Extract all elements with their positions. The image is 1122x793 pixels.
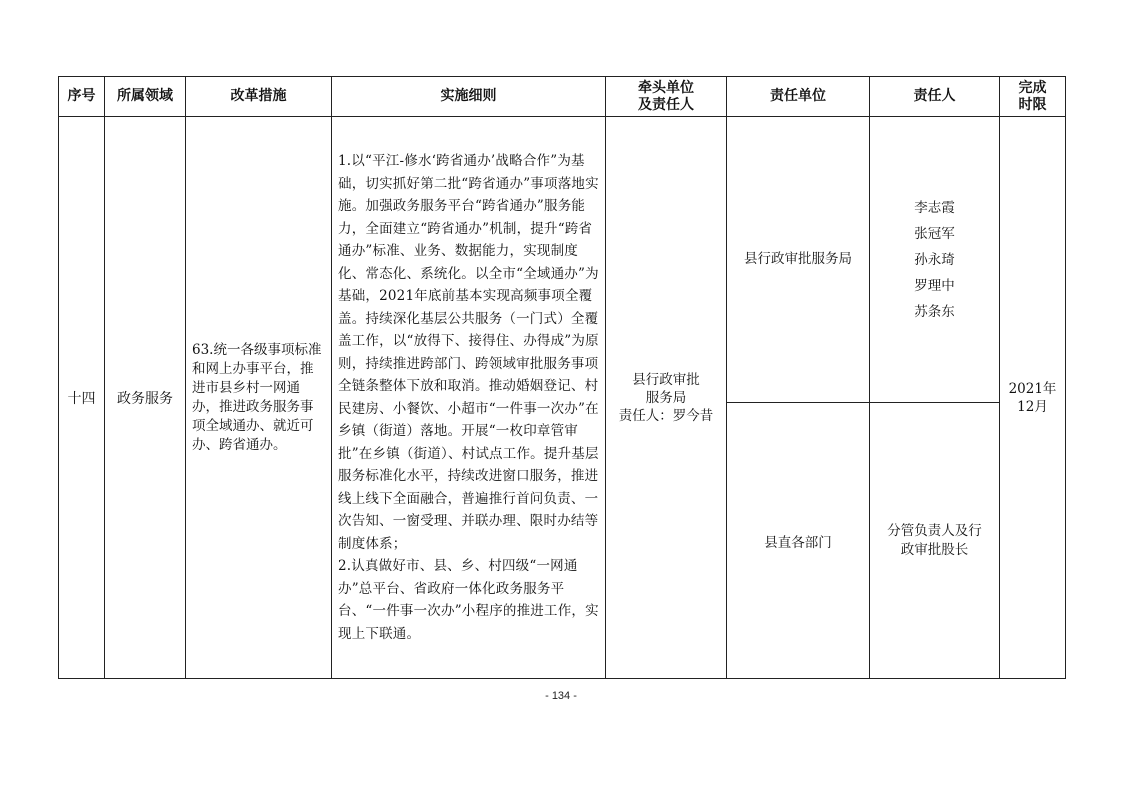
cell-responsible-persons-2 xyxy=(870,403,1000,679)
table-row xyxy=(59,117,1066,403)
cell-measure: 63.统一各级事项标准和网上办事平台，推进市县乡村一网通办，推进政务服务事项全域通办、就近可办、跨省通办。 xyxy=(186,117,332,679)
detail-paragraph-2: 2.认真做好市、县、乡、村四级“一网通办”总平台、省政府一体化政务服务平台、“一件事一次办”小程序的推进工作，实现上下联通。 xyxy=(338,558,599,642)
cell-responsible-persons-1 xyxy=(870,117,1000,403)
person2-line1: 分管负责人及行 xyxy=(887,522,982,539)
table-header xyxy=(59,77,1066,117)
cell-no: 十四 xyxy=(59,117,105,679)
header-detail: 实施细则 xyxy=(332,77,606,117)
person-name: 李志霞 xyxy=(914,199,955,216)
header-measure: 改革措施 xyxy=(186,77,332,117)
header-area: 所属领域 xyxy=(105,77,186,117)
lead-unit-line1: 县行政审批 xyxy=(632,371,700,388)
page-number: - 134 - xyxy=(545,690,577,702)
person2-line2: 政审批股长 xyxy=(900,541,969,558)
header-row xyxy=(59,77,1066,117)
header-lead-line2: 及责任人 xyxy=(638,96,694,113)
header-lead xyxy=(606,77,727,117)
cell-lead-unit xyxy=(606,117,727,679)
header-deadline-line2: 时限 xyxy=(1018,96,1047,113)
header-responsible-unit: 责任单位 xyxy=(727,77,870,117)
cell-detail xyxy=(332,117,606,679)
person-name: 罗理中 xyxy=(914,277,955,294)
header-lead-line1: 牵头单位 xyxy=(638,79,694,96)
cell-responsible-unit-2: 县直各部门 xyxy=(727,403,870,679)
person-name: 张冠军 xyxy=(914,225,955,242)
header-deadline xyxy=(1000,77,1066,117)
lead-unit-line2: 服务局 xyxy=(645,389,687,406)
table-body xyxy=(59,117,1066,679)
header-deadline-line1: 完成 xyxy=(1018,79,1047,96)
cell-deadline xyxy=(1000,117,1066,679)
deadline-line2: 12月 xyxy=(1017,398,1048,415)
person-name: 苏条东 xyxy=(914,303,955,320)
deadline-line1: 2021年 xyxy=(1008,380,1057,397)
cell-responsible-unit-1: 县行政审批服务局 xyxy=(727,117,870,403)
detail-paragraph-1: 1.以“平江-修水‘跨省通办’战略合作”为基础，切实抓好第二批“跨省通办”事项落地实施。加强政务服务平台“跨省通办”服务能力，全面建立“跨省通办”机制，提升“跨省通办”标准、业务、数据能力，实现制度化、常态化、系统化。以全市“全域通办”为基础，2021年底前基本实现高频事项全覆盖。持续深化基层公共服务（一门式）全覆盖工作，以“放得下、接得住、办得成”为原则，持续推进跨部门、跨领域审批服务事项全链条整体下放和取消。推动婚姻登记、村民建房、小餐饮、小超市“一件事一次办”在乡镇（街道）落地。开展“一枚印章管审批”在乡镇（街道）、村试点工作。提升基层服务标准化水平，持续改进窗口服务，推进线上线下全面融合，普遍推行首问负责、一次告知、一窗受理、并联办理、限时办结等制度体系； xyxy=(338,153,599,552)
reform-table xyxy=(58,76,1066,679)
header-responsible-person: 责任人 xyxy=(870,77,1000,117)
person-name: 孙永琦 xyxy=(914,251,955,268)
header-no: 序号 xyxy=(59,77,105,117)
lead-person: 责任人：罗今昔 xyxy=(618,407,714,424)
cell-area: 政务服务 xyxy=(105,117,186,679)
